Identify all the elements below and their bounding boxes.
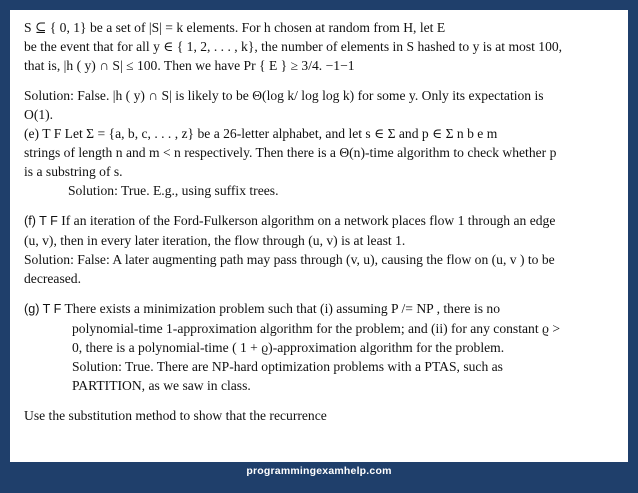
- part-e-line: is a substring of s.: [24, 164, 123, 179]
- part-f-label: (f) T F: [24, 214, 58, 228]
- part-f-line: [24, 211, 614, 231]
- part-g-solution-line: Solution: True. There are NP-hard optimization problems with a PTAS, such as: [72, 359, 503, 374]
- part-f: [24, 211, 614, 288]
- intro-line: that is, |h ( y) ∩ S| ≤ 100. Then we have Pr { E } ≥ 3/4. −1−1: [24, 58, 355, 73]
- part-e-line: strings of length n and m < n respectively. Then there is a Θ(n)-time algorithm to check whether p: [24, 145, 557, 160]
- part-g-line: polynomial-time 1-approximation algorithm for the problem; and (ii) for any constant ϱ >: [72, 321, 560, 336]
- part-f-line: (u, v), then in every later iteration, the flow through (u, v) is at least 1.: [24, 233, 406, 248]
- part-f-text: If an iteration of the Ford-Fulkerson algorithm on a network places flow 1 through an edge: [57, 213, 556, 228]
- part-g-text: There exists a minimization problem such that (i) assuming P /= NP , there is no: [61, 301, 501, 316]
- footer-site-label: programmingexamhelp.com: [246, 465, 392, 477]
- part-e-solution: Solution: True. E.g., using suffix trees.: [68, 183, 279, 198]
- part-f-solution-line: decreased.: [24, 271, 81, 286]
- intro-line: S ⊆ { 0, 1} be a set of |S| = k elements. For h chosen at random from H, let E: [24, 20, 446, 35]
- part-f-solution-line: Solution: False: A later augmenting path may pass through (v, u), causing the flow on (u, v ) to be: [24, 252, 555, 267]
- part-e: [24, 124, 614, 200]
- part-g-label: (g) T F: [24, 302, 62, 316]
- solution-1-line: Solution: False. |h ( y) ∩ S| is likely to be Θ(log k/ log log k) for some y. Only its expectation is: [24, 88, 544, 103]
- part-g-solution-line: PARTITION, as we saw in class.: [72, 378, 251, 393]
- part-e-line: (e) T F Let Σ = {a, b, c, . . . , z} be a 26-letter alphabet, and let s ∈ Σ and p ∈ Σ n b e m: [24, 126, 498, 141]
- solution-1-line: O(1).: [24, 107, 54, 122]
- closing-line: Use the substitution method to show that the recurrence: [24, 408, 327, 423]
- solution-1: [24, 86, 614, 124]
- intro-line: be the event that for all y ∈ { 1, 2, . . . , k}, the number of elements in S hashed to y is at most 100,: [24, 39, 563, 54]
- slide-frame: [4, 4, 634, 489]
- document-page: [10, 10, 628, 462]
- intro-paragraph: [24, 18, 614, 75]
- part-g-line: [24, 299, 614, 319]
- part-g: [24, 299, 614, 395]
- part-g-line: 0, there is a polynomial-time ( 1 + ϱ)-approximation algorithm for the problem.: [72, 340, 505, 355]
